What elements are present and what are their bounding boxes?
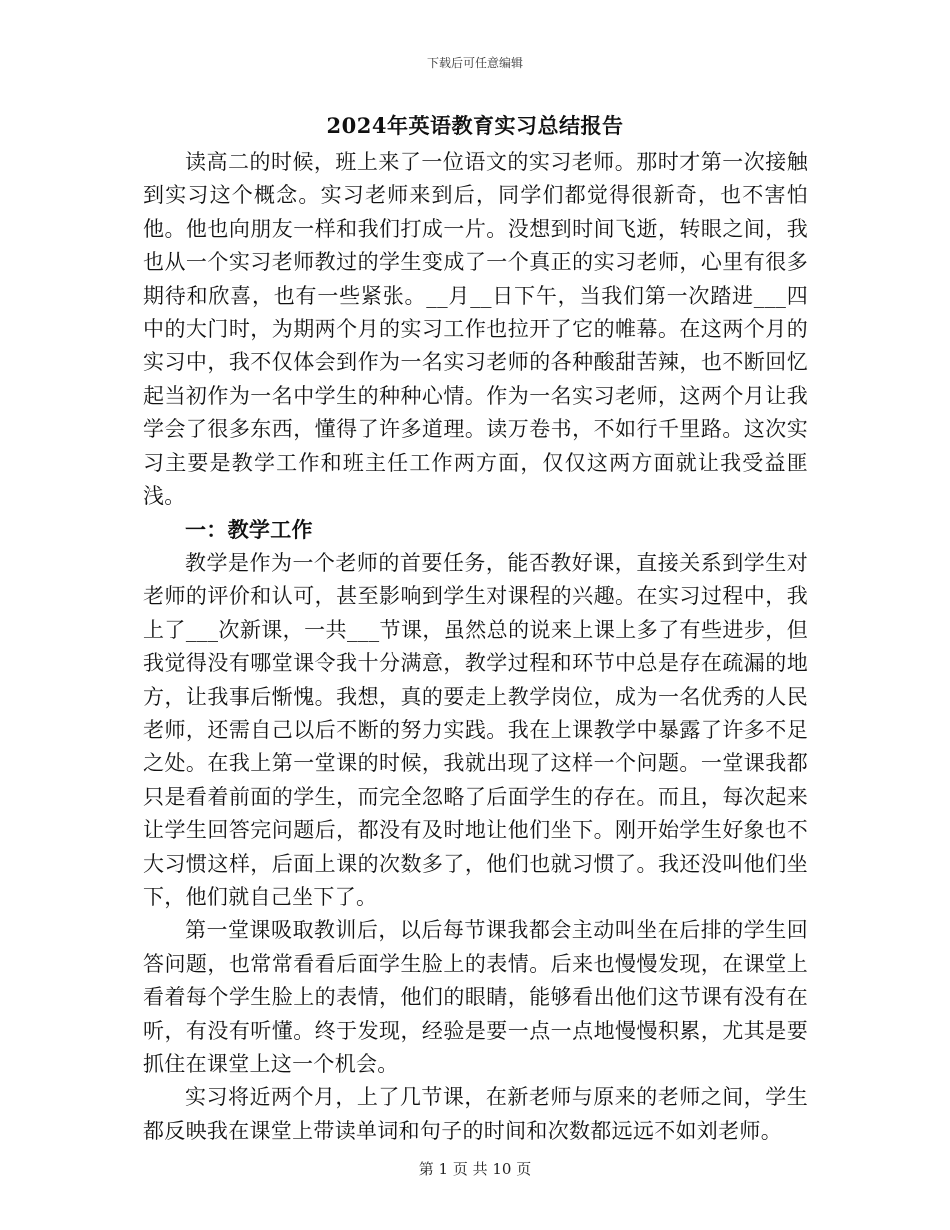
document-title: 2024年英语教育实习总结报告 — [326, 113, 624, 138]
paragraph-feedback: 实习将近两个月，上了几节课，在新老师与原来的老师之间，学生都反映我在课堂上带读单词和句子的时间和次数都远远不如刘老师。 — [143, 1085, 808, 1143]
header-note: 下载后可任意编辑 — [426, 56, 523, 70]
section-heading-teaching: 一：教学工作 — [185, 517, 313, 543]
paragraph-lesson-learned: 第一堂课吸取教训后，以后每节课我都会主动叫坐在后排的学生回答问题，也常常看看后面学生脸上的表情。后来也慢慢发现，在课堂上看着每个学生脸上的表情，他们的眼睛，能够看出他们这节课有没有在听，有没有听懂。终于发现，经验是要一点一点地慢慢积累，尤其是要抓住在课堂上这一个机会。 — [143, 918, 808, 1076]
page-number: 第 1 页 共 10 页 — [418, 1160, 532, 1178]
paragraph-intro: 读高二的时候，班上来了一位语文的实习老师。那时才第一次接触到实习这个概念。实习老师来到后，同学们都觉得很新奇，也不害怕他。他也向朋友一样和我们打成一片。没想到时间飞逝，转眼之间，我也从一个实习老师教过的学生变成了一个真正的实习老师，心里有很多期待和欣喜，也有一些紧张。__月__日下午，当我们第一次踏进___四中的大门时，为期两个月的实习工作也拉开了它的帷幕。在这两个月的实习中，我不仅体会到作为一名实习老师的各种酸甜苦辣，也不断回忆起当初作为一名中学生的种种心情。作为一名实习老师，这两个月让我学会了很多东西，懂得了许多道理。读万卷书，不如行千里路。这次实习主要是教学工作和班主任工作两方面，仅仅这两方面就让我受益匪浅。 — [143, 150, 808, 509]
document-body — [143, 146, 808, 1148]
paragraph-teaching: 教学是作为一个老师的首要任务，能否教好课，直接关系到学生对老师的评价和认可，甚至影响到学生对课程的兴趣。在实习过程中，我上了___次新课，一共___节课，虽然总的说来上课上多了有些进步，但我觉得没有哪堂课令我十分满意，教学过程和环节中总是存在疏漏的地方，让我事后惭愧。我想，真的要走上教学岗位，成为一名优秀的人民老师，还需自己以后不断的努力实践。我在上课教学中暴露了许多不足之处。在我上第一堂课的时候，我就出现了这样一个问题。一堂课我都只是看着前面的学生，而完全忽略了后面学生的存在。而且，每次起来让学生回答完问题后，都没有及时地让他们坐下。刚开始学生好象也不大习惯这样，后面上课的次数多了，他们也就习惯了。我还没叫他们坐下，他们就自己坐下了。 — [143, 550, 808, 909]
